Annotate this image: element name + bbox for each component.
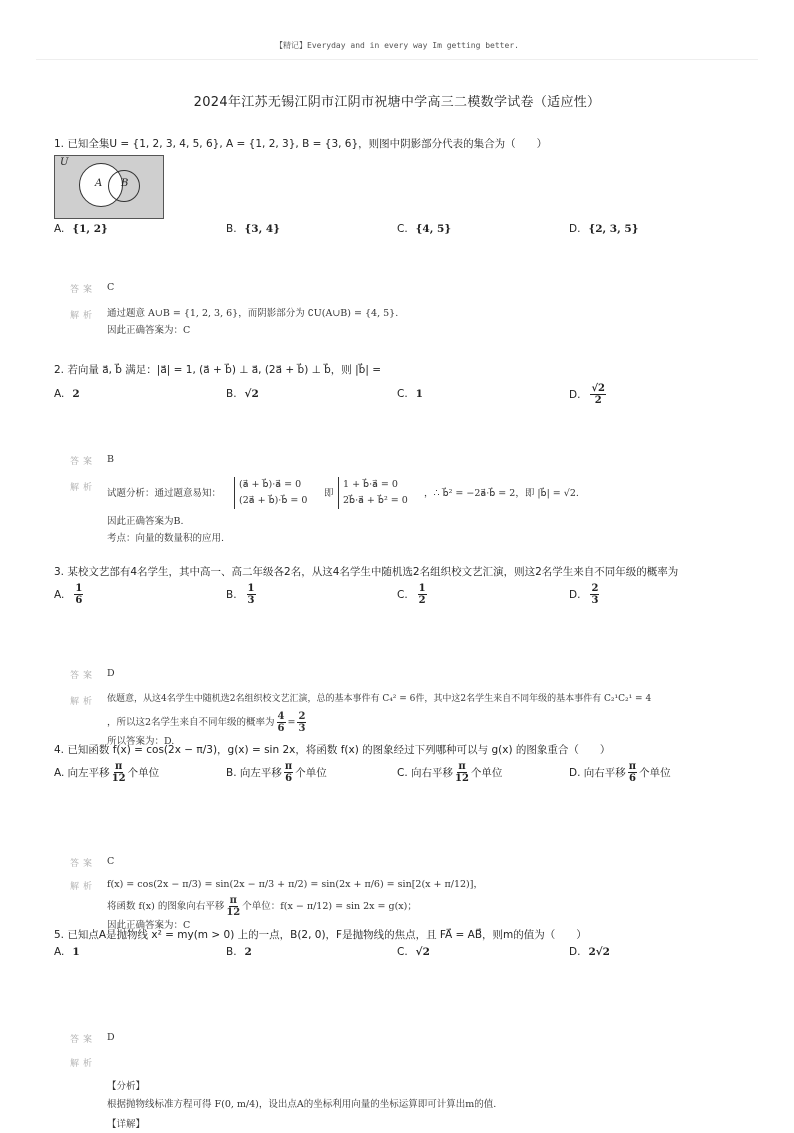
question-1: 1. 已知全集U = {1, 2, 3, 4, 5, 6}, A = {1, 2, 3}, B = {3, 6}，则图中阴影部分代表的集合为（ ） U A B A. {1, 2} B. {3, 4} C. {4, 5} D. {2, 3, 5} 答案 C 解析 通过题意 A∪B = {1, 2, 3, 6}，而阴影部分为 ∁U(A∪B) = {4, 5}. 因此正确答案为：C bbox=[54, 135, 754, 179]
option-d[interactable]: D. {2, 3, 5} bbox=[569, 223, 639, 235]
option-a[interactable]: A. 2 bbox=[54, 388, 80, 400]
question-2-options bbox=[54, 383, 754, 409]
question-4-stem: 4. 已知函数 f(x) = cos(2x − π/3)，g(x) = sin 2x，将函数 f(x) 的图象经过下列哪种可以与 g(x) 的图象重合（ ） bbox=[54, 744, 611, 756]
question-2: 2. 若向量 a⃗, b⃗ 满足：|a⃗| = 1, (a⃗ + b⃗) ⊥ a⃗, (2a⃗ + b⃗) ⊥ b⃗，则 |b⃗| = A. 2 B. √2 C. 1 D. $\frac{√2}{2}$ 答案 B 解析 试题分析：通过题意易知： (a⃗ + b⃗)·a⃗ = 0 (2a⃗ + b⃗)·b⃗ = 0 即 1 + b⃗·a⃗ = 0 2b⃗·a⃗ + b⃗² = 0 ，∴ b⃗² = −2a⃗·b⃗ = 2，即 |b⃗| = √2. 因此正确答案为B. 考点：向量的数量积的应用. bbox=[54, 361, 754, 405]
question-3-options bbox=[54, 583, 754, 613]
option-b[interactable]: B. {3, 4} bbox=[226, 223, 280, 235]
option-b[interactable]: B. √2 bbox=[226, 388, 259, 400]
option-b[interactable]: B. $\frac{1}{3}$ bbox=[226, 583, 255, 606]
venn-label-a: A bbox=[95, 178, 103, 189]
question-3-stem: 3. 某校文艺部有4名学生，其中高一、高二年级各2名，从这4名学生中随机选2名组织校文艺汇演，则这2名学生来自不同年级的概率为 bbox=[54, 566, 679, 578]
question-1-options bbox=[54, 223, 754, 249]
page-title: 2024年江苏无锡江阴市江阴市祝塘中学高三二模数学试卷（适应性） bbox=[193, 95, 601, 110]
option-c[interactable]: C. $\frac{1}{2}$ bbox=[397, 583, 426, 606]
option-c[interactable]: C. √2 bbox=[397, 946, 430, 958]
option-a[interactable]: A. $\frac{1}{6}$ bbox=[54, 583, 83, 606]
option-d[interactable]: D. $\frac{2}{3}$ bbox=[569, 583, 599, 606]
option-c[interactable]: C. {4, 5} bbox=[397, 223, 452, 235]
option-a[interactable]: A. 向左平移 $\frac{\pi}{12}$ 个单位 bbox=[54, 761, 160, 784]
question-4-options bbox=[54, 761, 754, 791]
option-a[interactable]: A. 1 bbox=[54, 946, 80, 958]
venn-label-u: U bbox=[60, 157, 69, 168]
option-d[interactable]: D. $\frac{√2}{2}$ bbox=[569, 383, 605, 406]
option-b[interactable]: B. 2 bbox=[226, 946, 252, 958]
venn-label-b: B bbox=[121, 178, 129, 189]
question-1-stem: 1. 已知全集U = {1, 2, 3, 4, 5, 6}, A = {1, 2, 3}, B = {3, 6}，则图中阴影部分代表的集合为（ ） bbox=[54, 138, 548, 150]
option-c[interactable]: C. 向右平移 $\frac{\pi}{12}$ 个单位 bbox=[397, 761, 503, 784]
question-5: 5. 已知点A是抛物线 x² = my(m > 0) 上的一点，B(2, 0)，F是抛物线的焦点，且 FA⃗ = AB⃗，则m的值为（ ） A. 1 B. 2 C. √2 D. 2√2 答案 D 解析 【分析】 根据抛物线标准方程可得 F(0, m/4)，设出点A的坐标利用向量的坐标运算即可计算出m的值. 【详解】 bbox=[54, 926, 754, 970]
question-5-options bbox=[54, 946, 754, 972]
option-d[interactable]: D. 2√2 bbox=[569, 946, 610, 958]
question-2-stem: 2. 若向量 a⃗, b⃗ 满足：|a⃗| = 1, (a⃗ + b⃗) ⊥ a⃗, (2a⃗ + b⃗) ⊥ b⃗，则 |b⃗| = bbox=[54, 364, 381, 376]
option-d[interactable]: D. 向右平移 $\frac{\pi}{6}$ 个单位 bbox=[569, 761, 671, 784]
option-a[interactable]: A. {1, 2} bbox=[54, 223, 108, 235]
header-motto: 【精记】Everyday and in every way Im getting better. bbox=[275, 41, 519, 50]
option-c[interactable]: C. 1 bbox=[397, 388, 423, 400]
venn-diagram bbox=[54, 155, 164, 219]
header-divider bbox=[36, 59, 758, 60]
question-3: 3. 某校文艺部有4名学生，其中高一、高二年级各2名，从这4名学生中随机选2名组织校文艺汇演，则这2名学生来自不同年级的概率为 A. $\frac{1}{6}$ B. $\frac{1}{3}$ C. $\frac{1}{2}$ D. $\frac{2}{3}$ 答案 D 解析 依题意，从这4名学生中随机选2名组织校文艺汇演，总的基本事件有 C₄² = 6件，其中这2名学生来自不同年级的基本事件有 C₂¹C₂¹ = 4 ，所以这2名学生来自不同年级的概率为 $\frac{4}{6}$ = $\frac{2}{3}$ 所以答案为：D. bbox=[54, 563, 754, 611]
question-4: 4. 已知函数 f(x) = cos(2x − π/3)，g(x) = sin 2x，将函数 f(x) 的图象经过下列哪种可以与 g(x) 的图象重合（ ） A. 向左平移 $\frac{\pi}{12}$ 个单位 B. 向左平移 $\frac{\pi}{6}$ 个单位 C. 向右平移 $\frac{\pi}{12}$ 个单位 D. 向右平移 $\frac{\pi}{6}$ 个单位 答案 C 解析 f(x) = cos(2x − π/3) = sin(2x − π/3 + π/2) = sin(2x + π/6) = sin[2(x + π/12)]， 将函数 f(x) 的图象向右平移 $\frac{\pi}{12}$ 个单位：f(x − π/12) = sin 2x = g(x)； 因此正确答案为：C bbox=[54, 741, 754, 789]
question-5-stem: 5. 已知点A是抛物线 x² = my(m > 0) 上的一点，B(2, 0)，F是抛物线的焦点，且 FA⃗ = AB⃗，则m的值为（ ） bbox=[54, 929, 587, 941]
option-b[interactable]: B. 向左平移 $\frac{\pi}{6}$ 个单位 bbox=[226, 761, 327, 784]
